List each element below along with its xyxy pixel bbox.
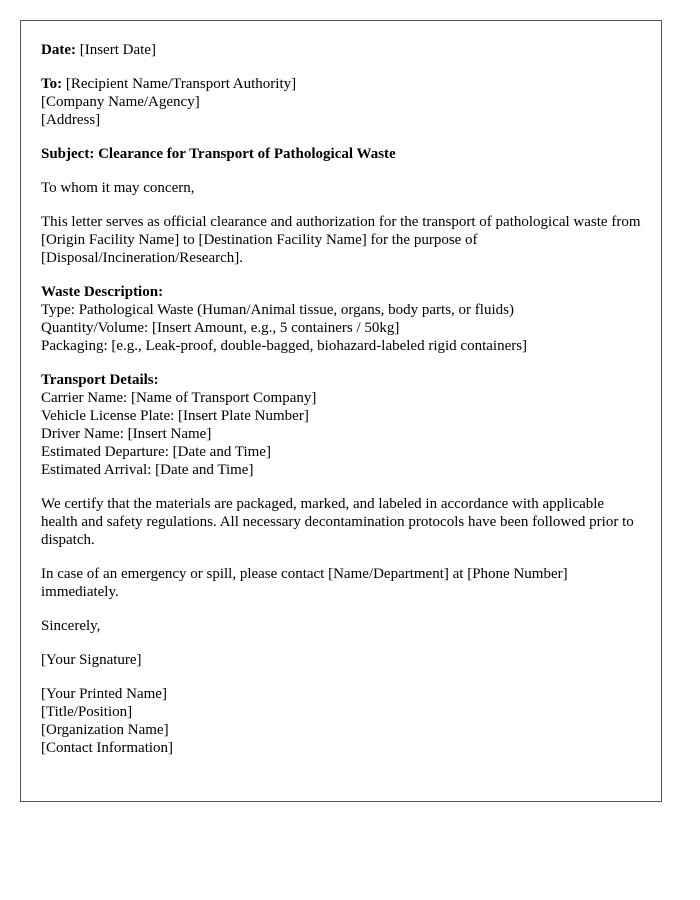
letter: [20, 20, 662, 802]
waste-description: Waste Description: Type: Pathological Waste (Human/Animal tissue, organs, body parts, or fluids) Quantity/Volume: [Insert Amount, e.g., 5 containers / 50kg] Packaging: [e.g., Leak-proof, double-bagged, biohazard-labeled rigid containers]: [41, 284, 528, 354]
transport-details: Transport Details: Carrier Name: [Name of Transport Company] Vehicle License Plate: [Insert Plate Number] Driver Name: [Insert Name] Estimated Departure: [Date and Time] Estimated Arrival: [Date and Time]: [41, 372, 317, 478]
signature: [Your Signature]: [41, 652, 142, 668]
subject: Subject: Clearance for Transport of Pathological Waste: [41, 146, 396, 162]
signature-block: [Your Printed Name] [Title/Position] [Organization Name] [Contact Information]: [41, 686, 174, 756]
certification: We certify that the materials are packaged, marked, and labeled in accordance with applicable health and safety regulations. All necessary decontamination protocols have been followed prior to dispatch.: [41, 496, 634, 548]
intro: This letter serves as official clearance and authorization for the transport of pathological waste from [Origin Facility Name] to [Destination Facility Name] for the purpose of [Disposal/Incineration/Research].: [41, 214, 641, 266]
closing: Sincerely,: [41, 618, 101, 634]
recipient-block: To: [Recipient Name/Transport Authority] [Company Name/Agency] [Address]: [41, 76, 297, 128]
greeting: To whom it may concern,: [41, 180, 195, 196]
date-line: Date: [Insert Date]: [41, 42, 156, 58]
emergency-contact: In case of an emergency or spill, please contact [Name/Department] at [Phone Number] immediately.: [41, 566, 568, 600]
